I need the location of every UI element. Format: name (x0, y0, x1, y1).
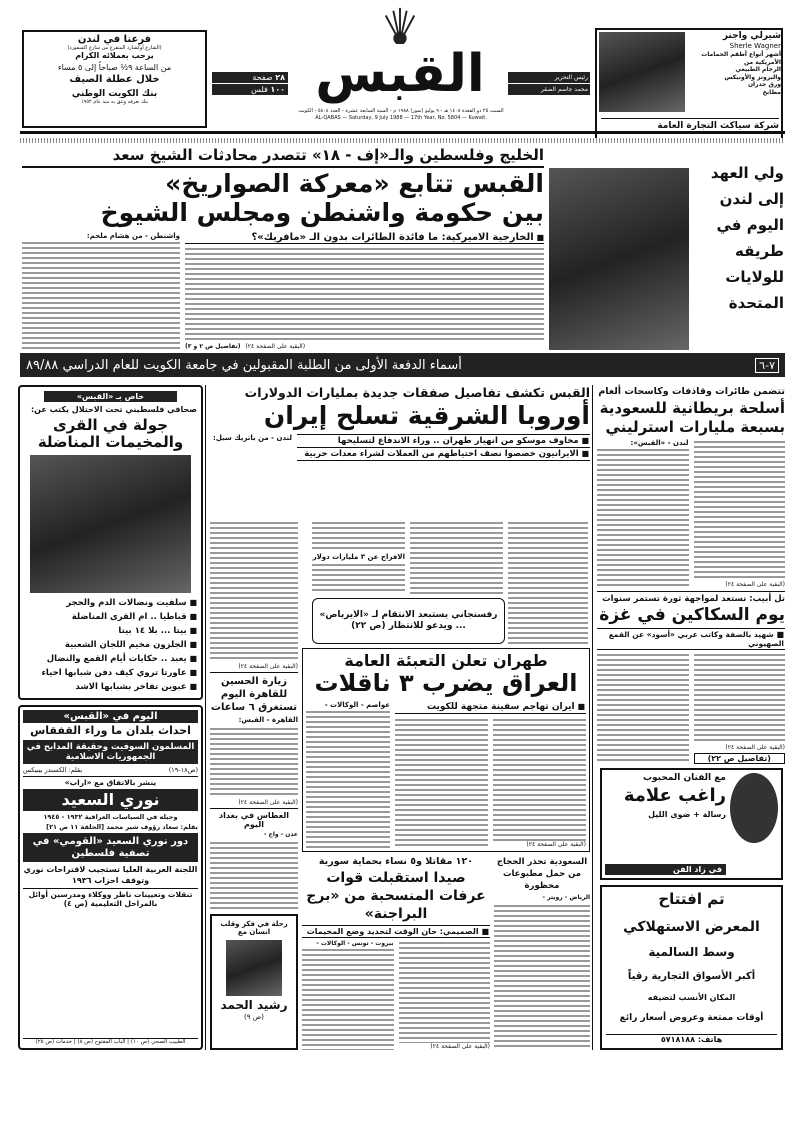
iran-column (312, 520, 405, 594)
british-headline: أسلحة بريطانية للسعودية بسبعة مليارات استرليني (599, 399, 785, 436)
today-item[interactable]: دور نوري السعيد «القومي» في تصفية فلسطين (23, 833, 198, 862)
ad-text: يرحب بعملائه الكرام (75, 51, 154, 60)
iran-sub (297, 448, 590, 461)
page-ref: (ص١٨-١٩) (168, 765, 198, 774)
ad-heading: مع الفنان المحبوب (642, 773, 726, 783)
section-tag: خاص بـ «القبس» (44, 391, 177, 402)
body-text (210, 520, 298, 661)
ad-footer: في زاد الفن (605, 864, 726, 875)
body-text (312, 562, 405, 594)
ad-text: خلال عطلة الصيف (69, 74, 160, 85)
saida-headline: صيدا استقبلت قوات عرفات المنسحبة من «برج البراجنة» (306, 870, 486, 922)
body-text (210, 840, 298, 911)
continued-ref: (البقية على الصفحة ٢٤) (526, 841, 586, 848)
column-rule (592, 385, 593, 1050)
iraq-kicker: طهران تعلن التعبئة العامة (344, 651, 548, 670)
body-text (22, 240, 180, 350)
subhead-text: ■ ايران تهاجم سفينة متجهة للكويت (427, 702, 585, 712)
saudi-headline: السعودية تحذر الحجاج من حمل مطبوعات محظورة (496, 857, 588, 891)
inner-heading: الافراج عن ٣ مليارات دولار (312, 553, 405, 561)
ad-text: أوقات ممتعة وعروض أسعار رائع (619, 1012, 764, 1023)
dateline (212, 108, 590, 122)
university-banner[interactable] (20, 353, 785, 377)
narrow-column (210, 520, 298, 1050)
page-label: صفحة (252, 73, 273, 82)
index-footer: الطبيب الصحي (ص ١٠) | الباب المفتوح (ص ٨) | خدمات (ص ٢٥) (23, 1038, 198, 1045)
box-line: ... ويدعو للانتظار (ص ٢٢) (351, 621, 466, 631)
lead-subhead (185, 232, 544, 244)
palestine-feature (18, 385, 203, 700)
byline: لندن - «القبس»: (630, 439, 689, 447)
list-item: ■ يعبد .. حكايات أيام القمع والنضال (24, 652, 197, 666)
date-arabic: السبت ٢٥ ذو القعدة ١٤٠٨ هـ - ٩ يوليو (تموز) ١٩٨٨ م - السنة السابعة عشرة - العدد ٥٨٠٤ - الكويت (298, 108, 504, 114)
price-box (212, 72, 288, 95)
byline: واشنطن - من هشام ملحم: (86, 231, 180, 240)
page-ref: ٧-٦ (755, 358, 779, 373)
singer-name: راغب علامة (623, 785, 726, 806)
ad-item: مطابخ (762, 88, 781, 96)
gaza-kicker: تل أبيب: نستعد لمواجهة ثورة تستمر سنوات (602, 594, 785, 604)
today-item[interactable]: نوري السعيد (23, 789, 198, 811)
list-item: ■ عاورتا تروي كيف دفن شبابها احياء (24, 666, 197, 680)
body-text (597, 652, 689, 764)
column-rule (205, 385, 206, 1050)
details-ref: (تفاصيل ص ٢٢) (694, 753, 786, 764)
iraq-sub (395, 701, 586, 714)
subhead-text: ■ الايرانيون خصصوا نصف احتياطهم من العملات لشراء معدات حربية (304, 449, 589, 459)
ad-text: أكبر الأسواق التجارية رقياً (627, 970, 756, 982)
ad-photo (599, 32, 685, 112)
bank-name: بنك الكويت الوطني (71, 89, 158, 99)
byline: الرياض - رويتر - (542, 894, 590, 901)
banner-text: أسماء الدفعة الأولى من الطلبة المقبولين في جامعة الكويت للعام الدراسي ٨٩/٨٨ (26, 357, 462, 373)
ad-text: من الساعة ٩½ صباحاً إلى ٥ مساء (57, 63, 172, 72)
body-text (399, 940, 491, 1043)
iraq-story (302, 648, 590, 852)
today-sub: اللجنة العربية العليا تستجيب لاقتراحات نوري وتوقف احزاب ١٩٣٦ (23, 865, 198, 886)
iraq-headline: العراق يضرب ٣ ناقلات (314, 669, 578, 698)
saida-sub (302, 925, 490, 938)
today-note: ينشر بالاتفاق مع «اراب» (23, 776, 198, 787)
saida-kicker: ١٢٠ مقاتلا و٥ نساء بحماية سورية (318, 856, 474, 867)
brand-english: Sherle Wagner (729, 42, 781, 50)
continued-ref: (البقية على الصفحة ٢٤) (238, 663, 298, 670)
body-text (494, 903, 590, 1050)
newspaper-logo: القبس (315, 44, 485, 104)
almatas-headline: العطاس في بغداد اليوم (210, 808, 298, 829)
list-item: ■ بيتا ... بلا ١٤ بيتا (24, 624, 197, 638)
iran-kicker: القبس تكشف تفاصيل صفقات جديدة بمليارات الدولارات (244, 385, 590, 400)
page-count: ٢٨ (275, 73, 285, 82)
subhead-text: ■ الصميمي: حان الوقت لتحديد وضع المخيمات (307, 927, 489, 936)
side-headline: ولي العهد إلى لندن اليوم في طريقه للولايات المتحدة (710, 164, 784, 312)
body-text (694, 439, 786, 581)
divider (20, 131, 785, 134)
ad-text: فرعنا في لندن (77, 34, 152, 45)
wagner-ad (595, 28, 783, 141)
village-list (24, 596, 197, 694)
hussein-headline: زيارة الحسين للقاهرة اليوم تستغرق ٦ ساعات (210, 672, 298, 714)
british-story (597, 386, 785, 588)
byline: القاهرة - القبس: (238, 716, 298, 724)
rashid-photo (226, 940, 282, 996)
editor-box (508, 72, 590, 95)
byline: لندن - من باتريك سيل: (213, 434, 292, 443)
byline: عواصم - الوكالات - (324, 700, 390, 709)
today-item[interactable]: المسلمون السوفيت وحقيقة المدابح في الجمهوريات الاسلامية (23, 740, 198, 764)
body-text (302, 947, 394, 1050)
brand-arabic: شيرلي واجنر (722, 31, 781, 41)
price: ١٠٠ (270, 85, 285, 94)
ad-item: الرخام الطبيعي (735, 66, 781, 73)
ad-text: (الشارع أوكشارد المتفرع من شارع اكسفورد) (67, 45, 162, 51)
saida-story (302, 856, 490, 1050)
continued-ref: (البقية على الصفحة ٢٤) (725, 744, 785, 751)
ad-text: رسالة + ضوى الليل (648, 809, 726, 819)
editor-name: محمد جاسم الصقر (508, 84, 590, 95)
ad-location: وسط السالمية (648, 945, 735, 959)
bank-slogan: بنك تعرفه وتثق به منذ عام ١٩٥٢ (80, 99, 148, 105)
byline: بقلم: سعاد رؤوف شير محمد [الحلقة ١١ ص ٢١] (46, 823, 198, 832)
rashid-box[interactable] (210, 914, 298, 1050)
list-item: ■ الجلزون مخيم اللجان الشعبية (24, 638, 197, 652)
body-text (508, 520, 588, 644)
body-text (597, 447, 689, 588)
body-text (312, 520, 405, 552)
lead-headline: بين حكومة واشنطن ومجلس الشيوخ (100, 198, 544, 227)
list-item: ■ قباطيا .. ام القرى المناضلة (24, 610, 197, 624)
crown-prince-photo (549, 168, 689, 350)
subhead-text: ■ مخاوف موسكو من انهيار طهران .. وراء الاندفاع لتسليحها (338, 436, 589, 446)
box-heading: رحلة في فكر وقلب انسان مع (220, 920, 288, 936)
feature-kicker: صحافي فلسطيني تحت الاحتلال يكتب عن: (30, 405, 197, 414)
price-label: فلس (251, 85, 268, 94)
today-sub: وحيله في السياسات العراقية ١٩٣٢ - ١٩٤٥ (43, 813, 178, 822)
bank-ad (22, 30, 207, 128)
logo-emblem-icon (375, 6, 425, 44)
ad-title: المعرض الاستهلاكي (623, 919, 760, 936)
details-ref: (تفاصيل ص ٢ و ٣) (185, 343, 241, 350)
ad-heading: تم افتتاح (658, 890, 725, 908)
today-item[interactable]: احداث بلدان ما وراء القفقاس (30, 724, 191, 737)
feature-photo (30, 455, 191, 594)
byline: بيروت - تونس - الوكالات - (316, 940, 394, 947)
continued-ref: (البقية على الصفحة ٢٤) (725, 581, 785, 588)
box-line: رفسنجاني يستبعد الانتقام لـ «الايرباص» (319, 610, 498, 620)
gaza-sub (597, 628, 785, 650)
feature-headline: جولة في القرى والمخيمات المناضلة (37, 416, 184, 452)
saudi-story (494, 856, 590, 1050)
body-text (210, 726, 298, 797)
body-text (493, 717, 586, 841)
ad-item: أشهر أنواع أطقم الحمامات الأمريكية من (701, 51, 781, 66)
body-text (694, 652, 786, 742)
singer-ad[interactable] (600, 768, 783, 880)
ad-text: المكان الأنسب لتضيفه (647, 992, 736, 1002)
continued-ref: (البقية على الصفحة ٢٤) (245, 343, 306, 350)
lead-headline: القبس تتابع «معركة الصواريخ» (165, 169, 544, 199)
section-tag: اليوم في «القبس» (23, 710, 198, 723)
ad-company: شركة سياكث التجارة العامة (601, 118, 779, 131)
body-text (306, 709, 390, 848)
iran-sub (297, 434, 590, 448)
expo-ad[interactable] (600, 885, 783, 1050)
byline: بقلم: الكسندر بينيكس (23, 765, 83, 774)
rafsanjani-box[interactable] (312, 598, 505, 644)
ad-phone: هاتف: ٥٧١٨١٨٨ (606, 1034, 777, 1044)
body-text (395, 717, 488, 848)
subhead-text: ■ شهيد بالضفة وكاتب عربي «أسود» عن القمع الصهيوني (609, 630, 784, 648)
continued-ref: (البقية على الصفحة ٢٤) (430, 1043, 490, 1050)
list-item: ■ سلفيت ونضالات الدم والحجر (24, 596, 197, 610)
rashid-name: رشيد الحمد (220, 998, 288, 1012)
lead-kicker: الخليج وفلسطين والـ«إف - ١٨» تتصدر محادثات الشيخ سعد (22, 147, 544, 168)
subhead-text: ■ الخارجية الاميركية: ما فائدة الطائرات بدون الـ «مافريك»؟ (252, 232, 545, 243)
gaza-story (597, 591, 785, 764)
today-item[interactable]: تنقلات وتعيينات ناظر ووكلاء ومدرسين أوائل بالمراحل التعليمية (ص ٤) (23, 888, 198, 908)
today-in-qabas (18, 705, 203, 1050)
divider (20, 138, 785, 143)
ad-item: ورق جدران (747, 81, 781, 88)
page-ref: (ص ٩) (244, 1012, 264, 1021)
editor-title: رئيس التحرير (508, 72, 590, 83)
byline: عدن - واج - (263, 830, 298, 838)
iran-story (210, 386, 590, 516)
ad-item: والبرونز والأونيكس (724, 73, 781, 81)
continued-ref: (البقية على الصفحة ٢٤) (238, 798, 298, 806)
singer-photo (730, 773, 778, 843)
british-kicker: تتضمن طائرات وقاذفات وكاسحات ألغام (598, 386, 785, 397)
date-english: AL-QABAS — Saturday, 9 July 1988 — 17th Year, No. 5804 — Kuwait. (315, 115, 487, 121)
lead-story (22, 147, 544, 350)
list-item: ■ عبوين تفاخر بشبابها الاشد (24, 680, 197, 694)
gaza-headline: يوم السكاكين في غزة (599, 605, 785, 625)
body-text (410, 520, 503, 594)
iran-headline: أوروبا الشرقية تسلح إيران (263, 401, 590, 431)
body-text (185, 246, 544, 343)
